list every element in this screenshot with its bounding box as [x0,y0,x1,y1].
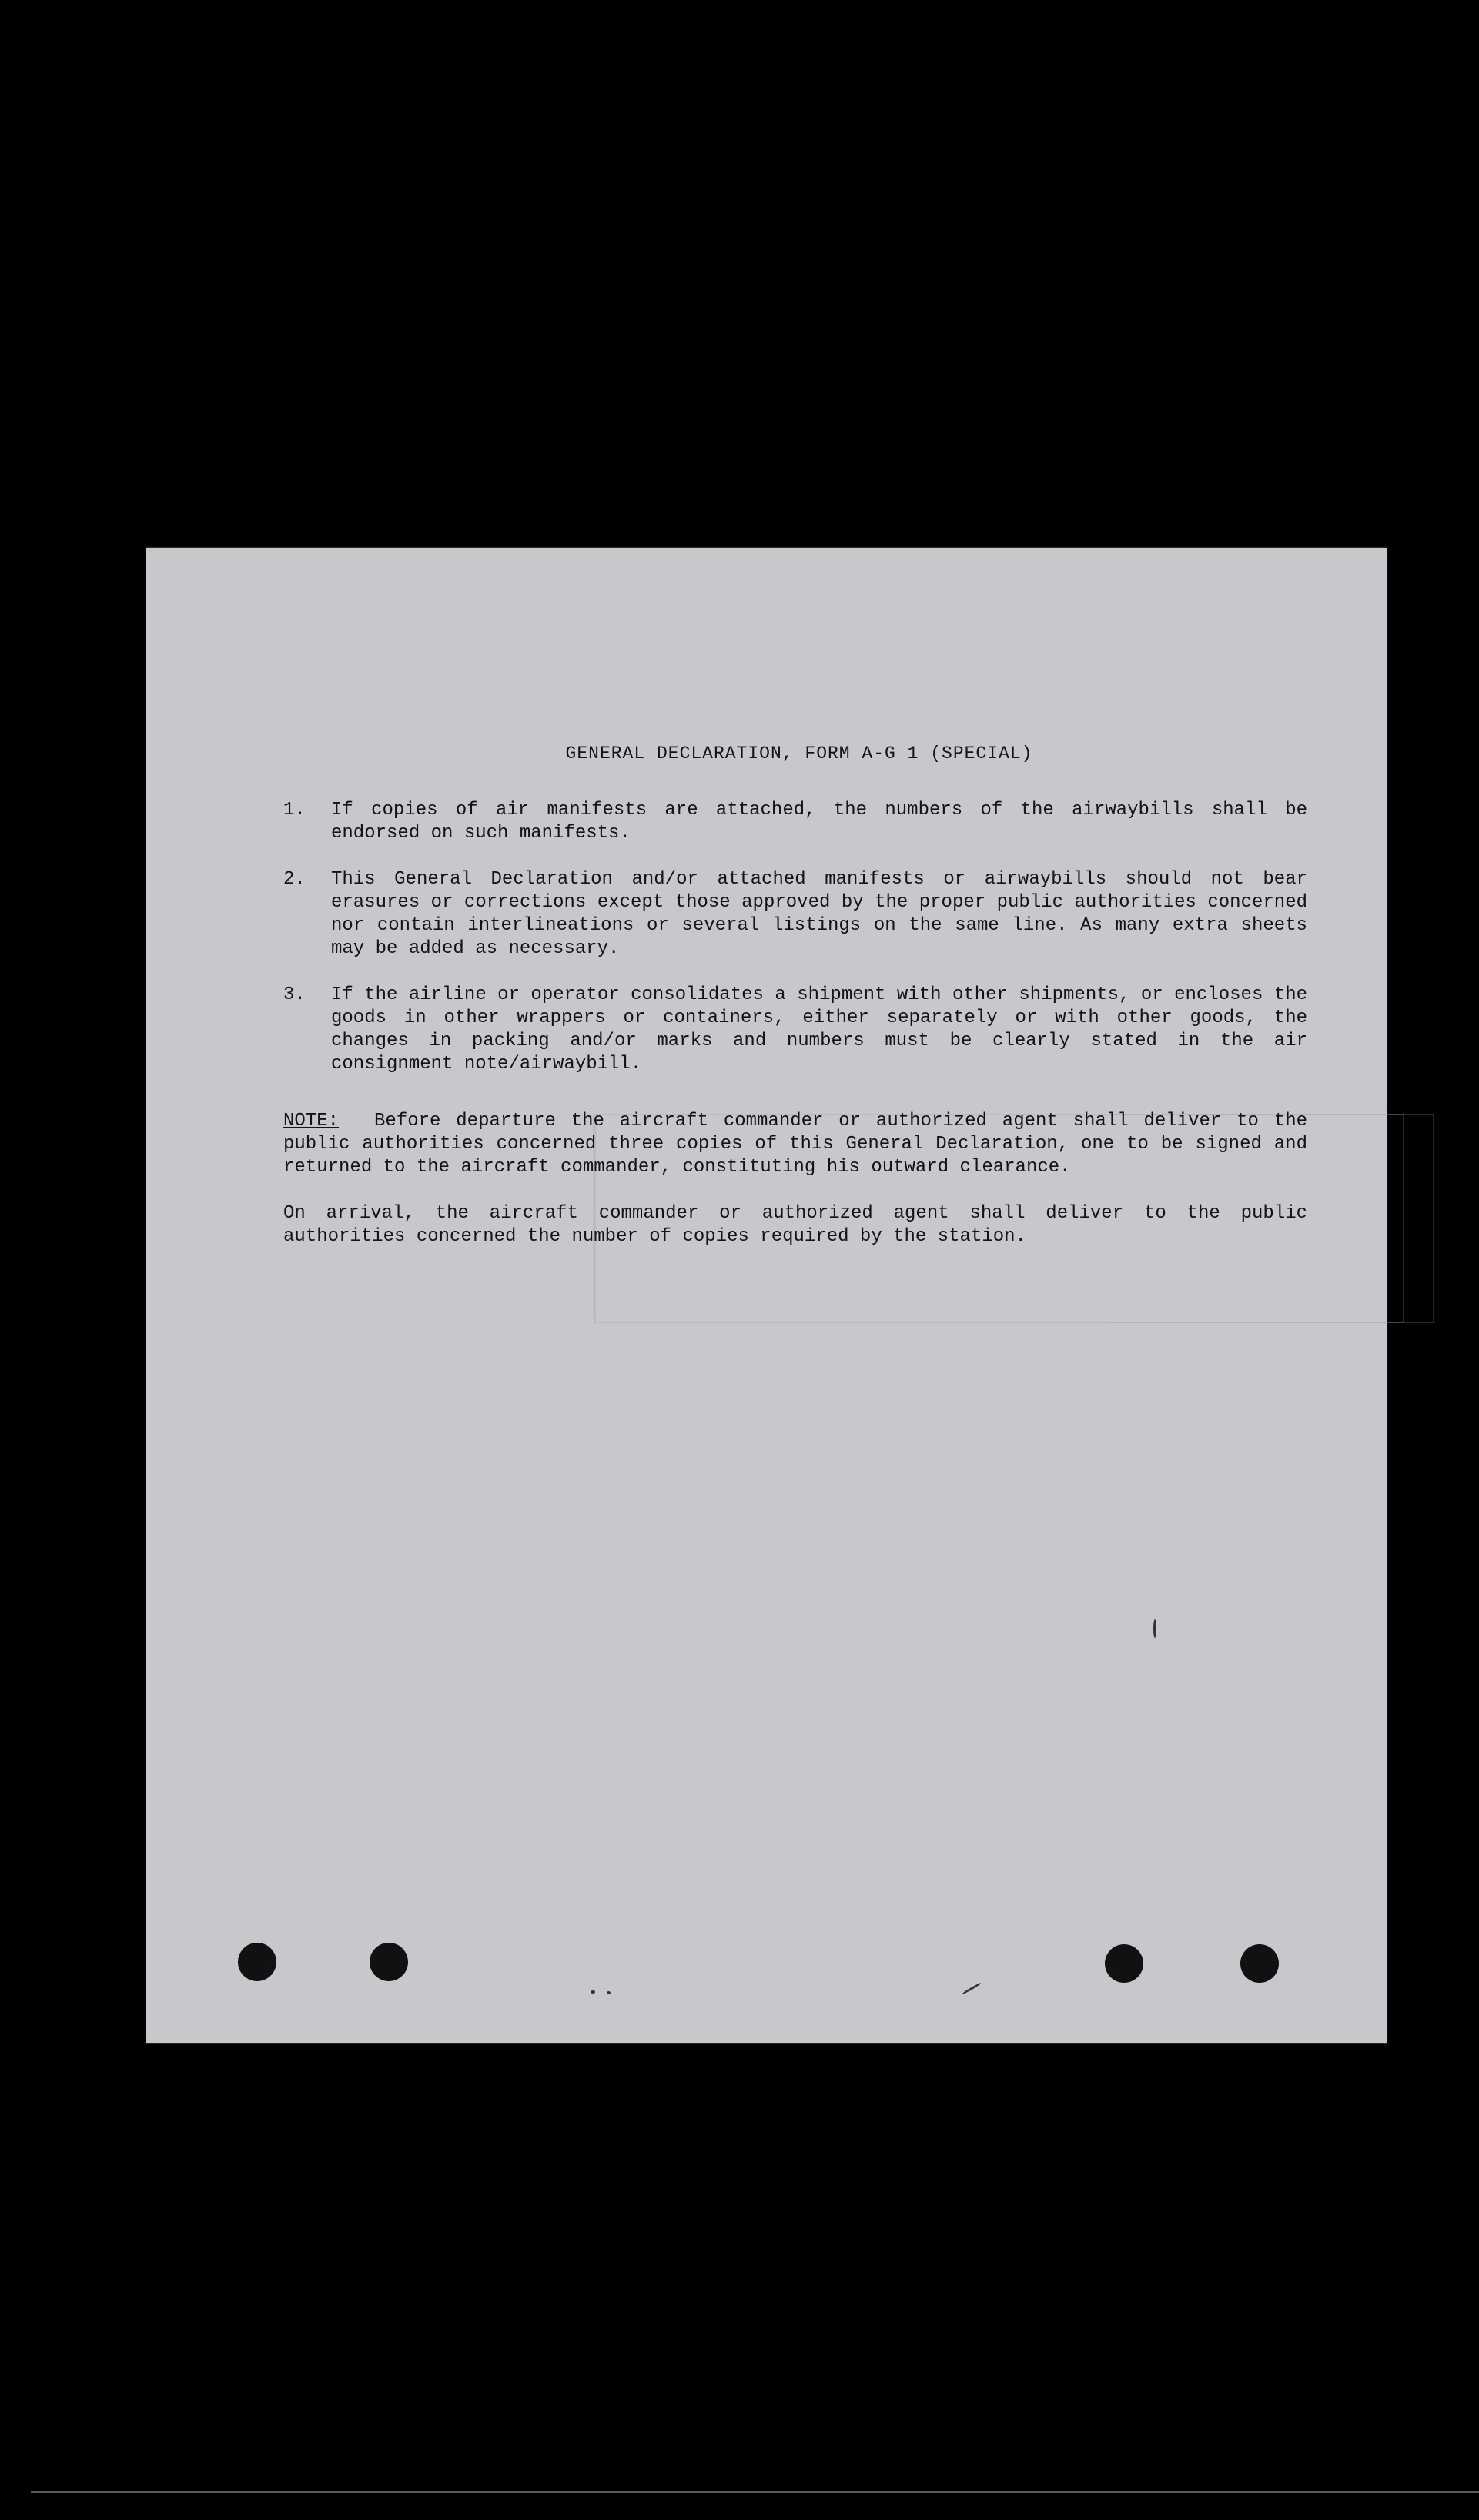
document-body [283,744,1307,1248]
punch-hole [1105,1944,1143,1983]
item-number: 2. [283,869,306,890]
scan-speck [591,1990,595,1994]
document-page [146,548,1387,2043]
scan-speck [1153,1619,1156,1638]
list-item [283,868,1307,961]
arrival-paragraph: On arrival, the aircraft commander or authorized agent shall deliver to the public authorities concerned the number of copies required by the station. [283,1203,1307,1247]
item-text: This General Declaration and/or attached manifests or airwaybills should not bear erasures or corrections except those approved by the proper public authorities concerned nor contain interlineations or several listings on the same line. As many extra sheets may be added as necessary. [331,869,1307,959]
list-item [283,799,1307,845]
scan-speck [962,1982,982,1995]
list-item [283,984,1307,1076]
note-label: NOTE: [283,1111,340,1131]
scanner-edge-line [31,2491,1479,2493]
item-number: 3. [283,984,306,1005]
item-text: If copies of air manifests are attached, the numbers of the airwaybills shall be endorsed on such manifests. [331,800,1307,844]
punch-hole [1240,1944,1279,1983]
note-text: Before departure the aircraft commander or authorized agent shall deliver to the public authorities concerned three copies of this General Declaration, one to be signed and returned to the aircraft commander, constituting his outward clearance. [283,1111,1307,1178]
punch-hole [370,1943,408,1981]
page-title: GENERAL DECLARATION, FORM A-G 1 (SPECIAL) [565,744,1033,764]
item-number: 1. [283,800,306,821]
punch-hole [238,1943,276,1981]
note-paragraph [283,1110,1307,1179]
item-text: If the airline or operator consolidates a shipment with other shipments, or encloses the goods in other wrappers or containers, either separately or with other goods, the changes in packing and/or marks and numbers must be clearly stated in the air consignment note/airwaybill. [331,984,1307,1075]
scan-speck [607,1991,611,1994]
